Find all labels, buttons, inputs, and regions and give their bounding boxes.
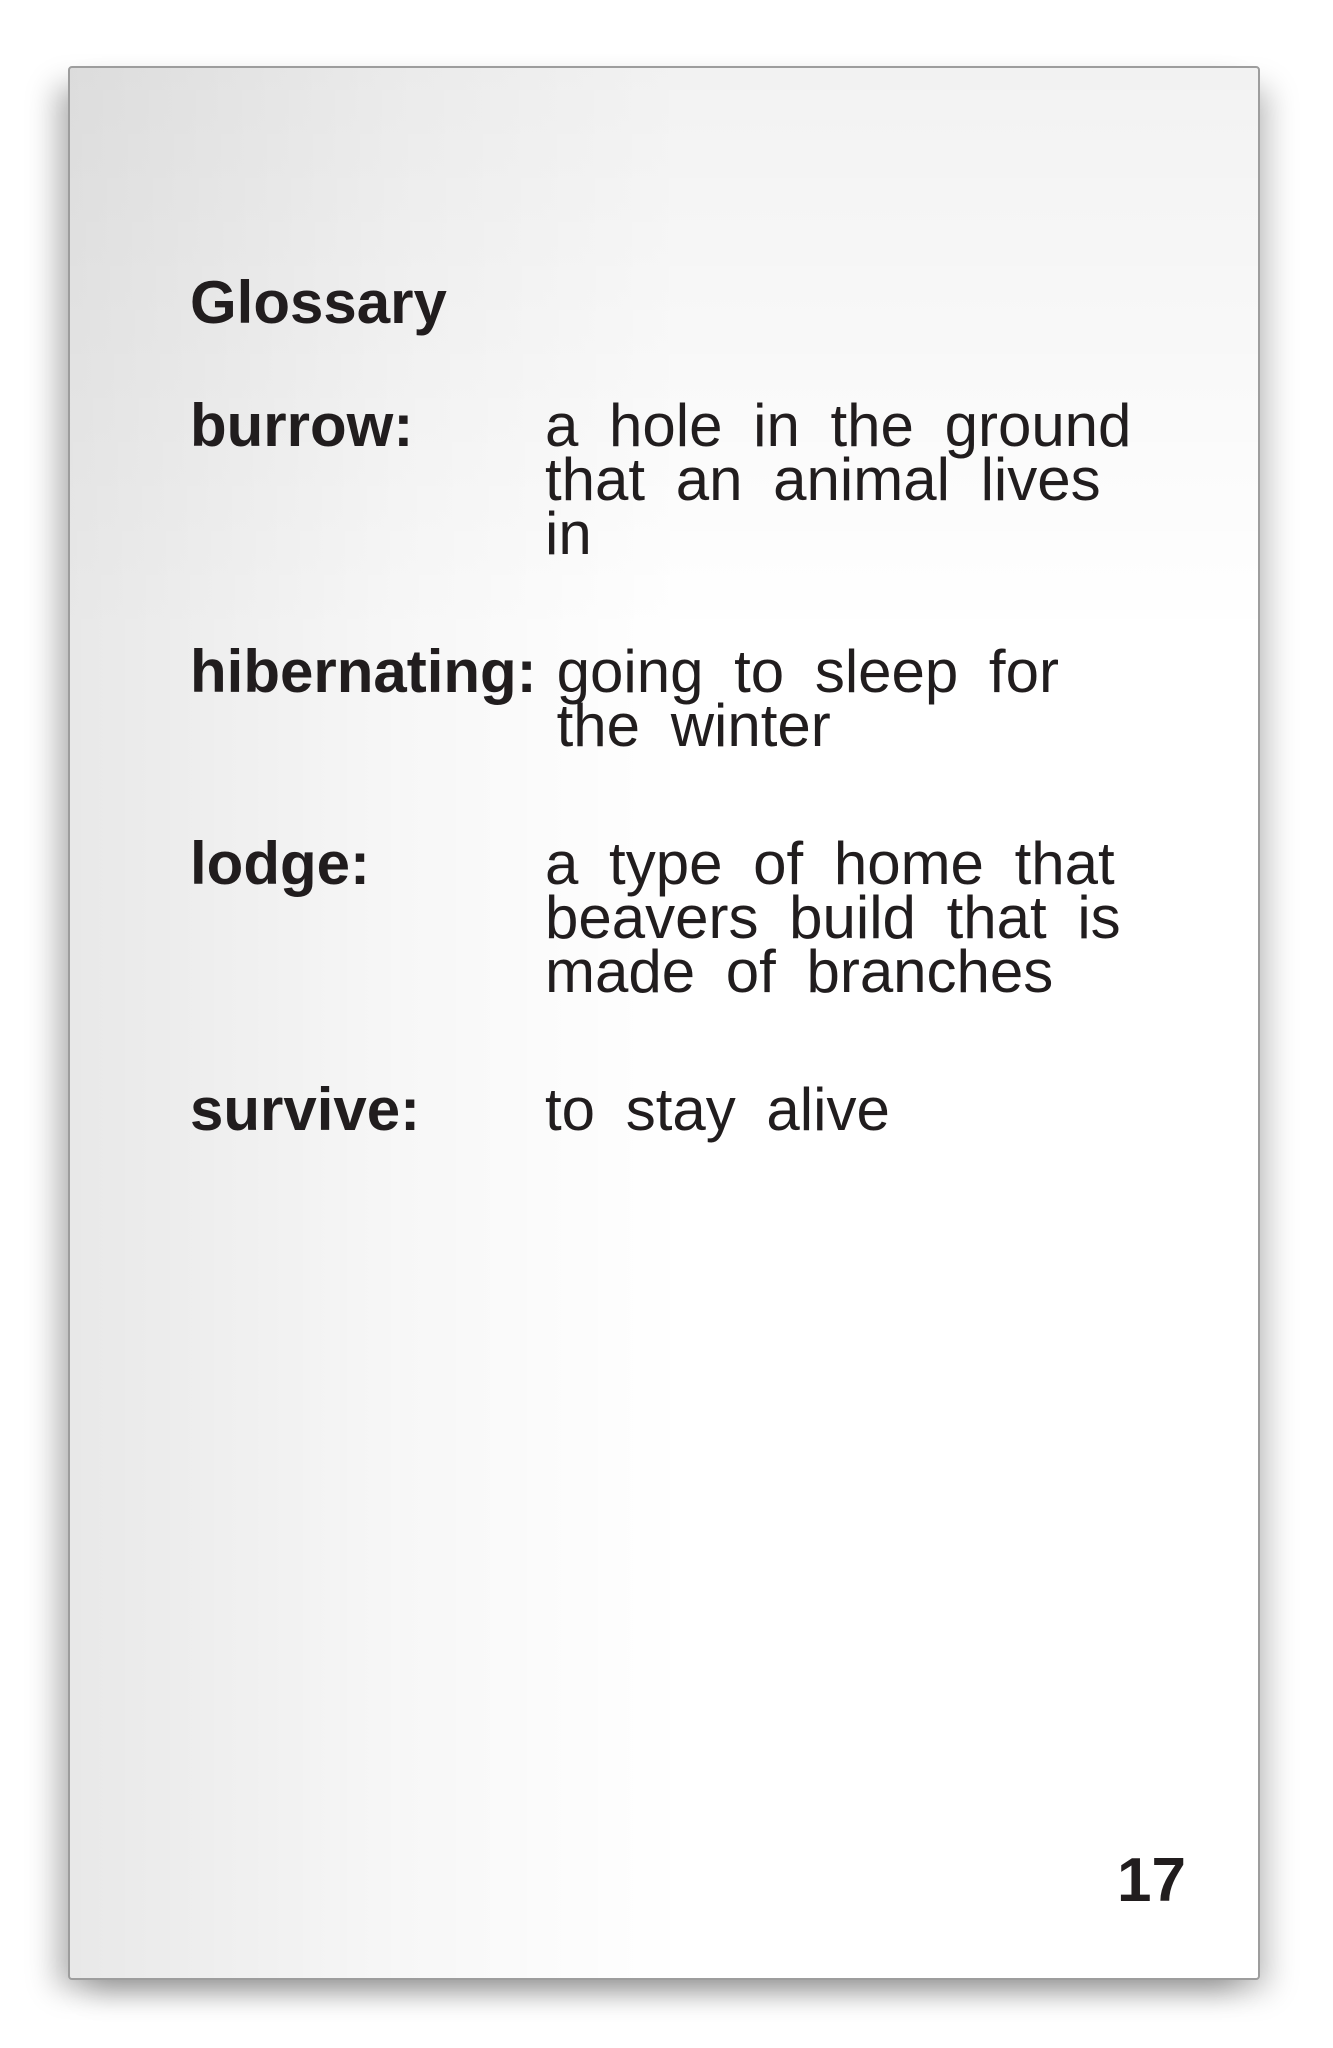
glossary-entry-survive [190,1076,1198,1143]
page-title: Glossary [190,269,447,336]
glossary-entry-lodge [190,830,1198,1005]
glossary-term: lodge: [190,830,370,897]
glossary-definition [556,638,1059,759]
glossary-list [190,392,1198,1143]
book-page [68,66,1260,1980]
definition-line: beavers build that is [545,884,1121,951]
definition-line: a type of home that [545,830,1115,897]
glossary-term: hibernating: [190,638,537,705]
glossary-term: survive: [190,1076,421,1143]
glossary-definition [545,392,1132,567]
glossary-term: burrow: [190,392,414,459]
glossary-entry-burrow [190,392,1198,567]
definition-line: the winter [556,692,831,759]
definition-line: in [545,500,592,567]
definition-line: going to sleep for [556,638,1059,705]
definition-line: made of branches [545,938,1054,1005]
glossary-entry-hibernating [190,638,1198,759]
glossary-definition [545,830,1121,1005]
glossary-definition [545,1076,890,1143]
definition-line: that an animal lives [545,446,1101,513]
page-number: 17 [1117,1846,1186,1915]
definition-line: to stay alive [545,1076,890,1143]
definition-line: a hole in the ground [545,392,1132,459]
